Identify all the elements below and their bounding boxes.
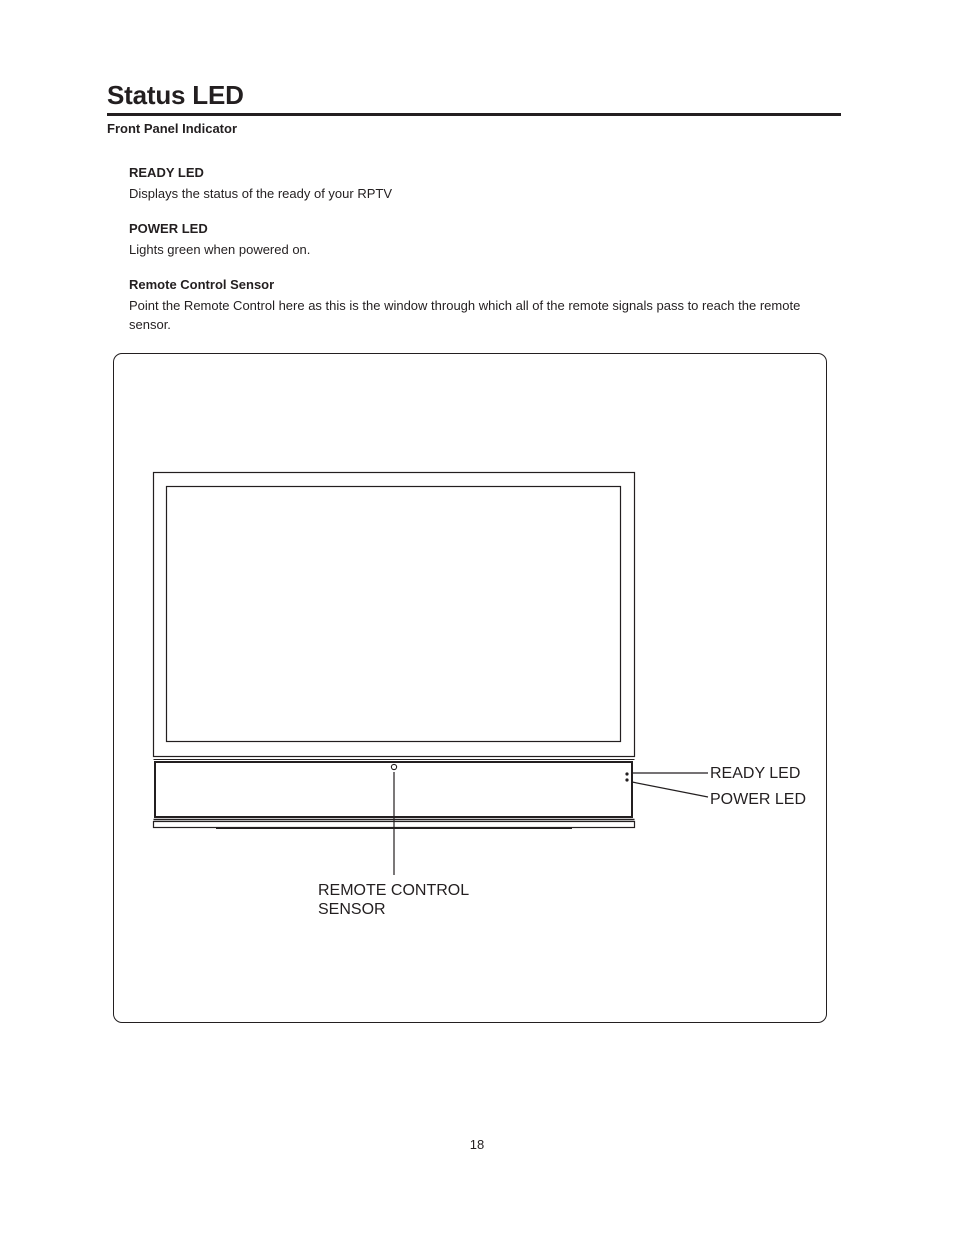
power-led-dot (625, 778, 628, 781)
section-heading: POWER LED (129, 221, 208, 236)
page-subtitle: Front Panel Indicator (107, 121, 238, 136)
callout-ready-led: READY LED (710, 765, 801, 782)
page-number: 18 (469, 1137, 485, 1152)
callout-power-led: POWER LED (710, 791, 807, 808)
tv-cabinet-outline (154, 473, 635, 757)
remote-sensor-window (391, 764, 396, 769)
section-heading: Remote Control Sensor (129, 277, 275, 292)
callout-remote-sensor-line2: SENSOR (318, 901, 386, 918)
tv-screen (167, 487, 621, 742)
section-body: Lights green when powered on. (129, 242, 311, 257)
section-heading: READY LED (129, 165, 204, 180)
section-body: Displays the status of the ready of your RPTV (129, 186, 393, 201)
page-title: Status LED (107, 80, 244, 110)
power-led-leader (632, 782, 708, 797)
callout-remote-sensor-line1: REMOTE CONTROL (318, 882, 470, 899)
section-body: Point the Remote Control here as this is the window through which all of the remote signals pass to reach the remote sensor. (129, 298, 801, 332)
ready-led-dot (625, 772, 628, 775)
